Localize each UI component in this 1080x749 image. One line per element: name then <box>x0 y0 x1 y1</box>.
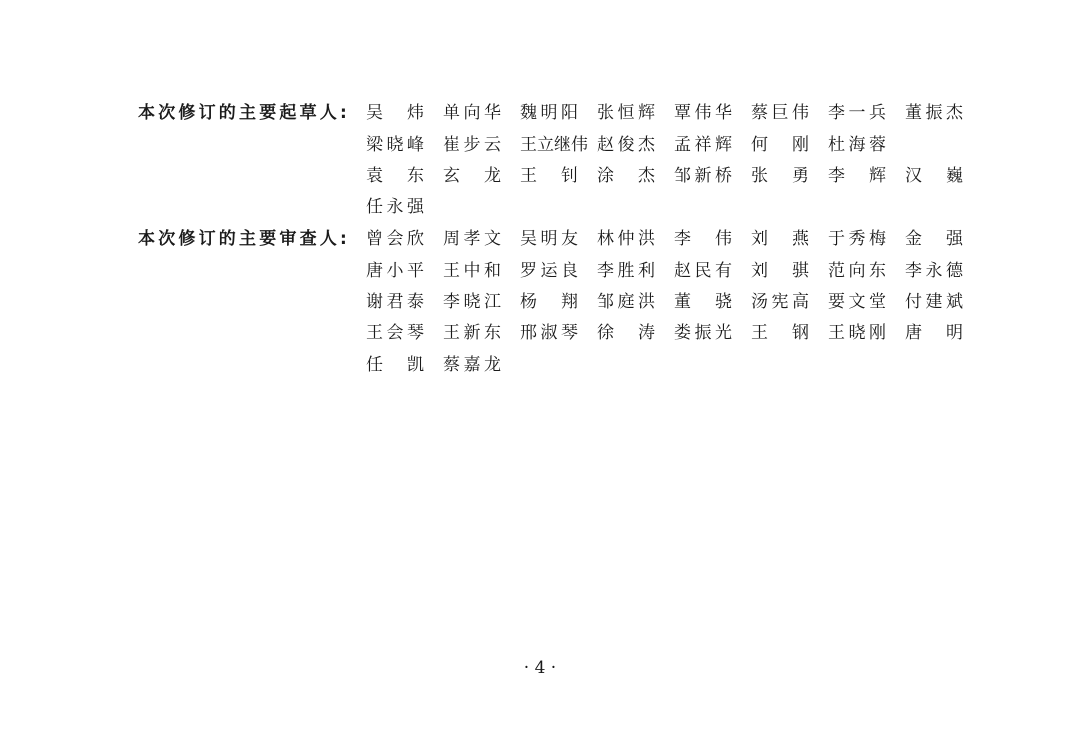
person-name: 要 文 堂 <box>828 291 886 312</box>
person-name: 汉 巍 <box>905 165 963 186</box>
person-name: 赵 俊 杰 <box>597 134 655 155</box>
person-name: 于 秀 梅 <box>828 229 886 250</box>
person-name: 董 骁 <box>674 291 732 312</box>
person-name: 吴 炜 <box>366 103 424 124</box>
person-name: 袁 东 <box>366 165 424 186</box>
person-name: 邹 庭 洪 <box>597 291 655 312</box>
person-name: 邹 新 桥 <box>674 165 732 186</box>
person-name: 娄 振 光 <box>674 323 732 344</box>
person-name: 魏 明 阳 <box>520 103 578 124</box>
person-name: 周 孝 文 <box>443 229 501 250</box>
person-name: 梁 晓 峰 <box>366 134 424 155</box>
person-name: 王 中 和 <box>443 260 501 281</box>
person-name: 李 晓 江 <box>443 291 501 312</box>
person-name: 何 刚 <box>751 134 809 155</box>
page-number: · 4 · <box>523 658 557 678</box>
person-name: 蔡 巨 伟 <box>751 103 809 124</box>
reviewers-label: 本次修订的主要审查人: <box>138 229 350 249</box>
person-name: 李 胜 利 <box>597 260 655 281</box>
person-name: 王立继伟 <box>520 134 588 155</box>
person-name: 李 永 德 <box>905 260 963 281</box>
person-name: 付 建 斌 <box>905 291 963 312</box>
person-name: 王 新 东 <box>443 323 501 344</box>
person-name: 曾 会 欣 <box>366 229 424 250</box>
person-name: 董 振 杰 <box>905 103 963 124</box>
person-name: 崔 步 云 <box>443 134 501 155</box>
person-name: 金 强 <box>905 229 963 250</box>
person-name: 张 勇 <box>751 165 809 186</box>
person-name: 玄 龙 <box>443 165 501 186</box>
person-name: 杨 翔 <box>520 291 578 312</box>
person-name: 蔡 嘉 龙 <box>443 354 501 375</box>
person-name: 涂 杰 <box>597 165 655 186</box>
person-name: 李 辉 <box>828 165 886 186</box>
drafters-name-list <box>366 98 976 224</box>
person-name: 王 晓 刚 <box>828 323 886 344</box>
person-name: 李 一 兵 <box>828 103 886 124</box>
person-name: 王 钊 <box>520 165 578 186</box>
person-name: 汤 宪 高 <box>751 291 809 312</box>
person-name: 邢 淑 琴 <box>520 323 578 344</box>
person-name: 谢 君 泰 <box>366 291 424 312</box>
person-name: 唐 明 <box>905 323 963 344</box>
person-name: 刘 燕 <box>751 229 809 250</box>
person-name: 林 仲 洪 <box>597 229 655 250</box>
person-name: 罗 运 良 <box>520 260 578 281</box>
person-name: 单 向 华 <box>443 103 501 124</box>
person-name: 王 会 琴 <box>366 323 424 344</box>
person-name: 覃 伟 华 <box>674 103 732 124</box>
person-name: 徐 涛 <box>597 323 655 344</box>
person-name: 唐 小 平 <box>366 260 424 281</box>
person-name: 范 向 东 <box>828 260 886 281</box>
person-name: 李 伟 <box>674 229 732 250</box>
person-name: 赵 民 有 <box>674 260 732 281</box>
person-name: 杜 海 蓉 <box>828 134 886 155</box>
person-name: 任 永 强 <box>366 197 424 218</box>
reviewers-name-list <box>366 224 976 381</box>
person-name: 张 恒 辉 <box>597 103 655 124</box>
person-name: 孟 祥 辉 <box>674 134 732 155</box>
person-name: 王 钢 <box>751 323 809 344</box>
person-name: 任 凯 <box>366 354 424 375</box>
person-name: 吴 明 友 <box>520 229 578 250</box>
drafters-label: 本次修订的主要起草人: <box>138 103 350 123</box>
person-name: 刘 骐 <box>751 260 809 281</box>
